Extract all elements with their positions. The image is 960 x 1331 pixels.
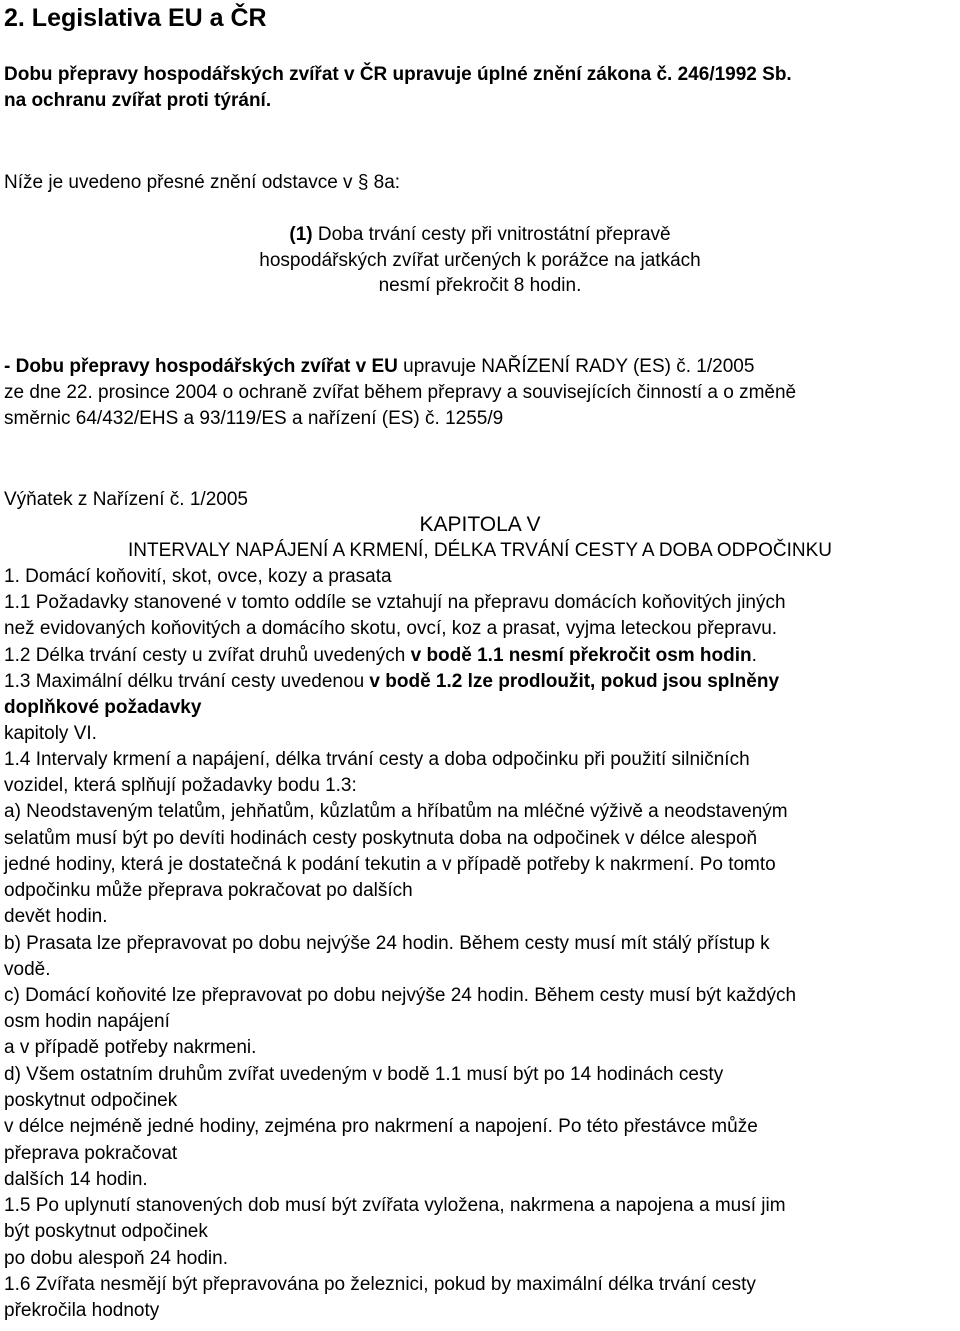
item-d-line-3: v délce nejméně jedné hodiny, zejména pro nakrmení a napojení. Po této přestávce může	[4, 1116, 758, 1137]
quote-number: (1)	[289, 224, 313, 245]
excerpt-label: Výňatek z Nařízení č. 1/2005	[4, 489, 248, 510]
point-1-3-line-1: 1.3 Maximální délku trvání cesty uvedenou v bodě 1.2 lze prodloužit, pokud jsou splněny	[4, 671, 780, 692]
item-a-line-4: odpočinku může přeprava pokračovat po dalších	[4, 880, 413, 901]
point-1-2: 1.2 Délka trvání cesty u zvířat druhů uvedených v bodě 1.1 nesmí překročit osm hodin.	[4, 645, 757, 666]
item-c-line-3: a v případě potřeby nakrmeni.	[4, 1037, 257, 1058]
point-1-3-line-2: doplňkové požadavky	[4, 697, 202, 718]
item-c-line-1: c) Domácí koňovité lze přepravovat po dobu nejvýše 24 hodin. Během cesty musí být každých	[4, 985, 797, 1006]
eu-regulation-line-1: - Dobu přepravy hospodářských zvířat v EU upravuje NAŘÍZENÍ RADY (ES) č. 1/2005	[4, 356, 755, 377]
item-a-line-2: selatům musí být po devíti hodinách cesty poskytnuta doba na odpočinek v délce alespoň	[4, 828, 758, 849]
point-1-1-line-1: 1.1 Požadavky stanovené v tomto oddíle se vztahují na přepravu domácích koňovitých jiných	[4, 592, 786, 613]
quote-line-1: (1) Doba trvání cesty při vnitrostátní přepravě	[289, 224, 671, 245]
item-a-line-3: jedné hodiny, která je dostatečná k podání tekutin a v případě potřeby k nakrmení. Po tomto	[4, 854, 776, 875]
item-b-line-1: b) Prasata lze přepravovat po dobu nejvýše 24 hodin. Během cesty musí mít stálý přístup k	[4, 933, 770, 954]
point-1-6-line-1: 1.6 Zvířata nesmějí být přepravována po železnici, pokud by maximální délka trvání cesty	[4, 1274, 756, 1295]
chapter-subtitle: INTERVALY NAPÁJENÍ A KRMENÍ, DÉLKA TRVÁNÍ CESTY A DOBA ODPOČINKU	[128, 540, 832, 561]
point-1-5-line-3: po dobu alespoň 24 hodin.	[4, 1248, 228, 1269]
quote-line-2: hospodářských zvířat určených k porážce na jatkách	[259, 249, 701, 271]
item-d-line-4: přeprava pokračovat	[4, 1143, 178, 1164]
chapter-title: KAPITOLA V	[419, 513, 541, 536]
item-d-line-5: dalších 14 hodin.	[4, 1169, 148, 1190]
point-1-4-line-1: 1.4 Intervaly krmení a napájení, délka trvání cesty a doba odpočinku při použití silničních	[4, 749, 750, 770]
item-a-line-5: devět hodin.	[4, 906, 108, 927]
intro-line-1: Dobu přepravy hospodářských zvířat v ČR upravuje úplné znění zákona č. 246/1992 Sb.	[4, 64, 792, 85]
item-a-line-1: a) Neodstaveným telatům, jehňatům, kůzlatům a hříbatům na mléčné výživě a neodstaveným	[4, 801, 788, 822]
item-b-line-2: vodě.	[4, 959, 51, 980]
point-1-5-line-1: 1.5 Po uplynutí stanovených dob musí být zvířata vyložena, nakrmena a napojena a musí jim	[4, 1195, 786, 1216]
item-d-line-2: poskytnut odpočinek	[4, 1090, 178, 1111]
eu-regulation-line-3: směrnic 64/432/EHS a 93/119/ES a nařízení (ES) č. 1255/9	[4, 408, 504, 429]
quoted-provision	[4, 222, 956, 299]
intro-line-2: na ochranu zvířat proti týrání.	[4, 90, 272, 111]
item-c-line-2: osm hodin napájení	[4, 1011, 170, 1032]
point-1-1-line-2: než evidovaných koňovitých a domácího skotu, ovcí, koz a prasat, vyjma leteckou přepravu.	[4, 618, 778, 639]
point-1-5-line-2: být poskytnut odpočinek	[4, 1221, 208, 1242]
quote-line-3: nesmí překročit 8 hodin.	[378, 275, 582, 296]
eu-regulation-line-2: ze dne 22. prosince 2004 o ochraně zvířat během přepravy a souvisejících činností a o změně	[4, 382, 797, 403]
point-1-4-line-2: vozidel, která splňují požadavky bodu 1.3:	[4, 775, 357, 796]
item-d-line-1: d) Všem ostatním druhům zvířat uvedeným v bodě 1.1 musí být po 14 hodinách cesty	[4, 1064, 724, 1085]
point-1-3-line-3: kapitoly VI.	[4, 723, 97, 744]
law-reference-line: Níže je uvedeno přesné znění odstavce v § 8a:	[4, 172, 401, 193]
point-1-6-line-2: překročila hodnoty	[4, 1300, 160, 1321]
section-1-title: 1. Domácí koňovití, skot, ovce, kozy a prasata	[4, 566, 392, 587]
section-heading: 2. Legislativa EU a ČR	[4, 4, 267, 32]
